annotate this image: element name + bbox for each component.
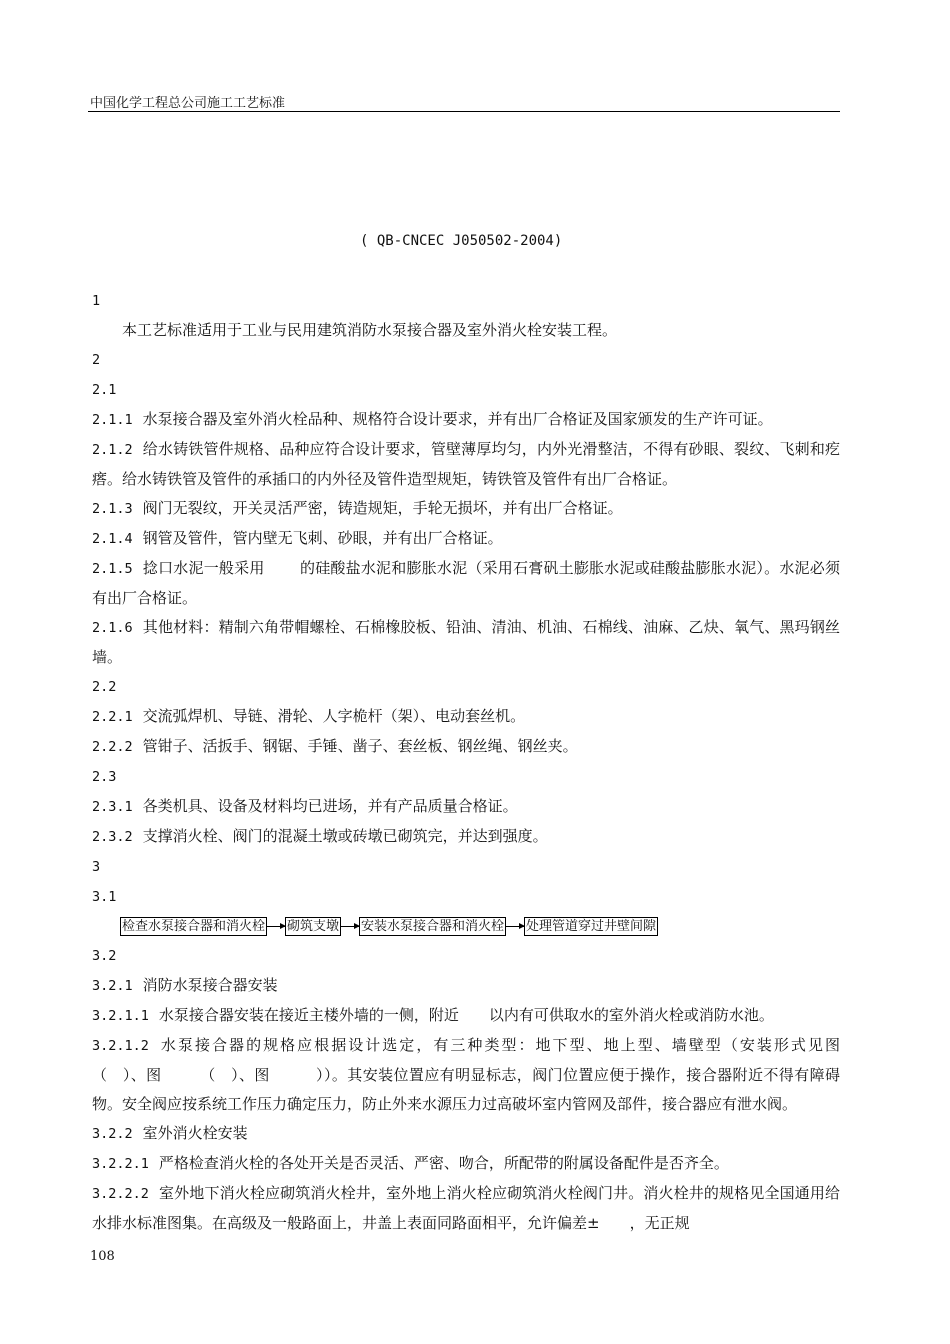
clause-3-2-2-2 (92, 1179, 840, 1238)
flow-arrow-icon (506, 926, 524, 927)
scope-paragraph: 本工艺标准适用于工业与民用建筑消防水泵接合器及室外消火栓安装工程。 (122, 321, 618, 339)
section-2-3-heading (92, 762, 840, 792)
section-2-1-heading (92, 375, 840, 405)
flow-step-install: 安装水泵接合器和消火栓 (361, 919, 505, 934)
clause-number: 2.1.5 (92, 561, 133, 577)
flow-arrow-icon (267, 926, 285, 927)
section-number: 2 (92, 352, 101, 368)
section-number: 2.3 (92, 769, 117, 785)
section-number: 1 (92, 293, 101, 309)
clause-number: 2.3.2 (92, 829, 133, 845)
clause-text: 室外消火栓安装 (142, 1124, 248, 1142)
clause-text: 水泵接合器的规格应根据设计选定，有三种类型：地下型、地上型、墙壁型（安装形式见图 （ ）、图 （ ）、图 ））。其安装位置应有明显标志，阀门位置应便于操作，接合器附近不得有障碍物。安全阀应按系统工作压力确定压力，防止外来水源压力过高破坏室内管网及部件，接合器应有泄水阀。 (92, 1036, 886, 1113)
clause-2-2-2 (92, 732, 840, 762)
flow-step-seal-gap: 处理管道穿过井壁间隙 (526, 919, 657, 934)
clause-text: 阀门无裂纹，开关灵活严密，铸造规矩，手轮无损坏，并有出厂合格证。 (142, 499, 623, 517)
clause-3-2-2-1 (92, 1149, 840, 1179)
clause-number: 3.2.2.1 (92, 1156, 149, 1172)
clause-number: 2.1.4 (92, 531, 133, 547)
clause-text: 给水铸铁管件规格、品种应符合设计要求，管壁薄厚均匀，内外光滑整洁，不得有砂眼、裂纹、飞刺和疙瘩。给水铸铁管及管件的承插口的内外径及管件造型规矩，铸铁管及管件有出厂合格证。 (92, 440, 840, 488)
section-number: 2.2 (92, 679, 117, 695)
clause-2-2-1 (92, 702, 840, 732)
clause-3-2-1 (92, 971, 840, 1001)
clause-text: 严格检查消火栓的各处开关是否灵活、严密、吻合，所配带的附属设备配件是否齐全。 (158, 1154, 729, 1172)
section-3-1-heading (92, 882, 840, 912)
clause-text: 各类机具、设备及材料均已进场，并有产品质量合格证。 (142, 797, 518, 815)
section-2-heading (92, 345, 840, 375)
clause-text: 室外地下消火栓应砌筑消火栓井，室外地上消火栓应砌筑消火栓阀门井。消火栓井的规格见全国通用给水排水标准图集。在高级及一般路面上，井盖上表面同路面相平，允许偏差± ，无正规 (92, 1184, 840, 1232)
clause-3-2-1-2 (92, 1031, 886, 1119)
process-flowchart (92, 912, 840, 941)
clause-text: 水泵接合器安装在接近主楼外墙的一侧，附近 以内有可供取水的室外消火栓或消防水池。 (158, 1006, 774, 1024)
clause-number: 2.2.1 (92, 709, 133, 725)
clause-number: 2.1.6 (92, 620, 133, 636)
clause-text: 捻口水泥一般采用 的硅酸盐水泥和膨胀水泥（采用石膏矾土膨胀水泥或硅酸盐膨胀水泥）。水泥必须有出厂合格证。 (92, 559, 840, 607)
clause-2-1-3 (92, 494, 840, 524)
header-rule (88, 111, 840, 112)
clause-text: 支撑消火栓、阀门的混凝土墩或砖墩已砌筑完，并达到强度。 (142, 827, 548, 845)
flow-step-build-pier: 砌筑支墩 (287, 919, 340, 934)
clause-number: 3.2.1 (92, 978, 133, 994)
section-number: 3 (92, 859, 101, 875)
section-3-heading (92, 852, 840, 882)
clause-text: 其他材料：精制六角带帽螺栓、石棉橡胶板、铅油、清油、机油、石棉线、油麻、乙炔、氧气、黑玛钢丝墙。 (92, 618, 840, 666)
clause-2-3-2 (92, 822, 840, 852)
section-number: 2.1 (92, 382, 117, 398)
clause-2-1-4 (92, 524, 840, 554)
section-number: 3.1 (92, 889, 117, 905)
section-2-2-heading (92, 672, 840, 702)
running-header: 中国化学工程总公司施工工艺标准 (90, 96, 286, 111)
clause-2-1-5 (92, 554, 840, 613)
clause-3-2-2 (92, 1119, 840, 1149)
clause-number: 3.2.2.2 (92, 1186, 149, 1202)
clause-number: 2.2.2 (92, 739, 133, 755)
clause-number: 2.1.2 (92, 442, 133, 458)
clause-2-1-1 (92, 405, 840, 435)
clause-number: 2.1.3 (92, 501, 133, 517)
clause-text: 消防水泵接合器安装 (142, 976, 278, 994)
standard-code: ( QB-CNCEC J050502-2004) (360, 233, 563, 249)
clause-text: 管钳子、活扳手、钢锯、手锤、凿子、套丝板、钢丝绳、钢丝夹。 (142, 737, 578, 755)
clause-2-1-6 (92, 613, 840, 672)
section-1-heading (92, 286, 840, 316)
clause-number: 3.2.2 (92, 1126, 133, 1142)
clause-3-2-1-1 (92, 1001, 840, 1031)
clause-text: 交流弧焊机、导链、滑轮、人字桅杆（架）、电动套丝机。 (142, 707, 526, 725)
clause-2-3-1 (92, 792, 840, 822)
page-number: 108 (90, 1249, 115, 1264)
flow-arrow-icon (341, 926, 359, 927)
clause-number: 2.1.1 (92, 412, 133, 428)
clause-text: 水泵接合器及室外消火栓品种、规格符合设计要求，并有出厂合格证及国家颁发的生产许可证。 (142, 410, 773, 428)
document-body (92, 286, 886, 1238)
clause-number: 3.2.1.2 (92, 1038, 149, 1054)
flow-step-inspect: 检查水泵接合器和消火栓 (122, 919, 266, 934)
clause-2-1-2 (92, 435, 840, 494)
section-number: 3.2 (92, 948, 117, 964)
clause-number: 3.2.1.1 (92, 1008, 149, 1024)
section-3-2-heading (92, 941, 840, 971)
clause-number: 2.3.1 (92, 799, 133, 815)
clause-text: 钢管及管件，管内壁无飞刺、砂眼，并有出厂合格证。 (142, 529, 503, 547)
